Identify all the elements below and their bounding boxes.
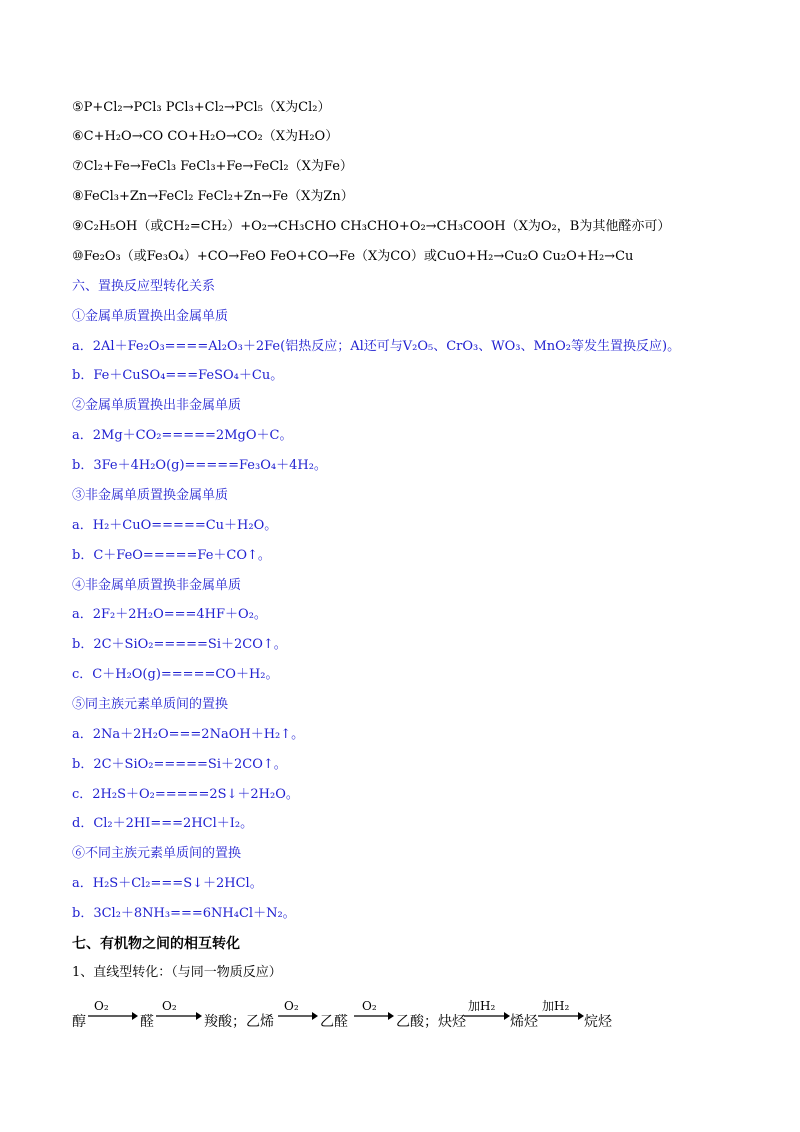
subheading-metal-metal: ①金属单质置换出金属单质	[72, 309, 229, 324]
reaction-line-8: ⑧FeCl₃+Zn→FeCl₂ FeCl₂+Zn→Fe（X为Zn）	[72, 189, 354, 204]
arrow-label: 加H₂	[542, 999, 570, 1013]
equation-line: a．2Mg＋CO₂=====2MgO＋C。	[72, 428, 293, 443]
equation-line: b．Fe＋CuSO₄===FeSO₄＋Cu。	[72, 368, 284, 383]
reaction-line-5: ⑤P+Cl₂→PCl₃ PCl₃+Cl₂→PCl₅（X为Cl₂）	[72, 100, 331, 115]
subheading-same-group: ⑤同主族元素单质间的置换	[72, 697, 229, 712]
reaction-line-7: ⑦Cl₂+Fe→FeCl₃ FeCl₃+Fe→FeCl₂（X为Fe）	[72, 159, 353, 174]
chain-node: 乙酸；炔烃	[396, 1014, 466, 1030]
equation-line: c．2H₂S＋O₂=====2S↓＋2H₂O。	[72, 787, 299, 802]
subheading-nonmetal-nonmetal: ④非金属单质置换非金属单质	[72, 578, 242, 593]
arrow-head	[132, 1012, 138, 1020]
reaction-line-9: ⑨C₂H₅OH（或CH₂=CH₂）+O₂→CH₃CHO CH₃CHO+O₂→CH₃COOH（X为O₂，B为其他醛亦可）	[72, 219, 671, 234]
chain-node: 醛	[140, 1014, 154, 1030]
subheading-linear-conversion: 1、直线型转化：（与同一物质反应）	[72, 965, 282, 980]
section-heading-six: 六、置换反应型转化关系	[72, 279, 216, 294]
subheading-metal-nonmetal: ②金属单质置换出非金属单质	[72, 398, 242, 413]
equation-line: c．C＋H₂O(g)=====CO＋H₂。	[72, 667, 279, 682]
equation-line: a．2Na＋2H₂O===2NaOH＋H₂↑。	[72, 727, 305, 742]
equation-line: b．2C＋SiO₂=====Si＋2CO↑。	[72, 757, 287, 772]
equation-line: b．C＋FeO=====Fe＋CO↑。	[72, 548, 271, 563]
equation-line: a．H₂S＋Cl₂===S↓＋2HCl。	[72, 876, 263, 891]
equation-line: d．Cl₂＋2HI===2HCl＋I₂。	[72, 816, 254, 831]
reaction-line-6: ⑥C+H₂O→CO CO+H₂O→CO₂（X为H₂O）	[72, 129, 339, 144]
section-heading-seven: 七、有机物之间的相互转化	[72, 936, 240, 952]
subheading-different-group: ⑥不同主族元素单质间的置换	[72, 846, 242, 861]
arrow-label: 加H₂	[468, 999, 496, 1013]
arrow-label: O₂	[284, 999, 299, 1013]
equation-line: a．2Al＋Fe₂O₃====Al₂O₃＋2Fe(铝热反应；Al还可与V₂O₅、CrO₃、WO₃、MnO₂等发生置换反应)。	[72, 339, 681, 354]
arrow-head	[388, 1012, 394, 1020]
equation-line: b．3Cl₂＋8NH₃===6NH₄Cl＋N₂。	[72, 906, 296, 921]
equation-line: b．2C＋SiO₂=====Si＋2CO↑。	[72, 637, 287, 652]
chain-node: 醇	[72, 1014, 86, 1030]
subheading-nonmetal-metal: ③非金属单质置换金属单质	[72, 488, 229, 503]
chain-node: 乙醛	[320, 1014, 348, 1030]
equation-line: a．H₂＋CuO=====Cu＋H₂O。	[72, 518, 278, 533]
chain-node: 烯烃	[510, 1014, 538, 1030]
arrow-head	[312, 1012, 318, 1020]
chain-node: 羧酸；乙烯	[204, 1014, 274, 1030]
conversion-chain-diagram	[72, 996, 732, 1036]
reaction-line-10: ⑩Fe₂O₃（或Fe₃O₄）+CO→FeO FeO+CO→Fe（X为CO）或CuO+H₂→Cu₂O Cu₂O+H₂→Cu	[72, 249, 634, 264]
arrow-head	[196, 1012, 202, 1020]
arrow-label: O₂	[362, 999, 377, 1013]
equation-line: b．3Fe＋4H₂O(g)=====Fe₃O₄＋4H₂。	[72, 458, 327, 473]
arrow-label: O₂	[162, 999, 177, 1013]
equation-line: a．2F₂＋2H₂O===4HF＋O₂。	[72, 607, 267, 622]
chain-node: 烷烃	[584, 1014, 612, 1030]
arrow-label: O₂	[94, 999, 109, 1013]
